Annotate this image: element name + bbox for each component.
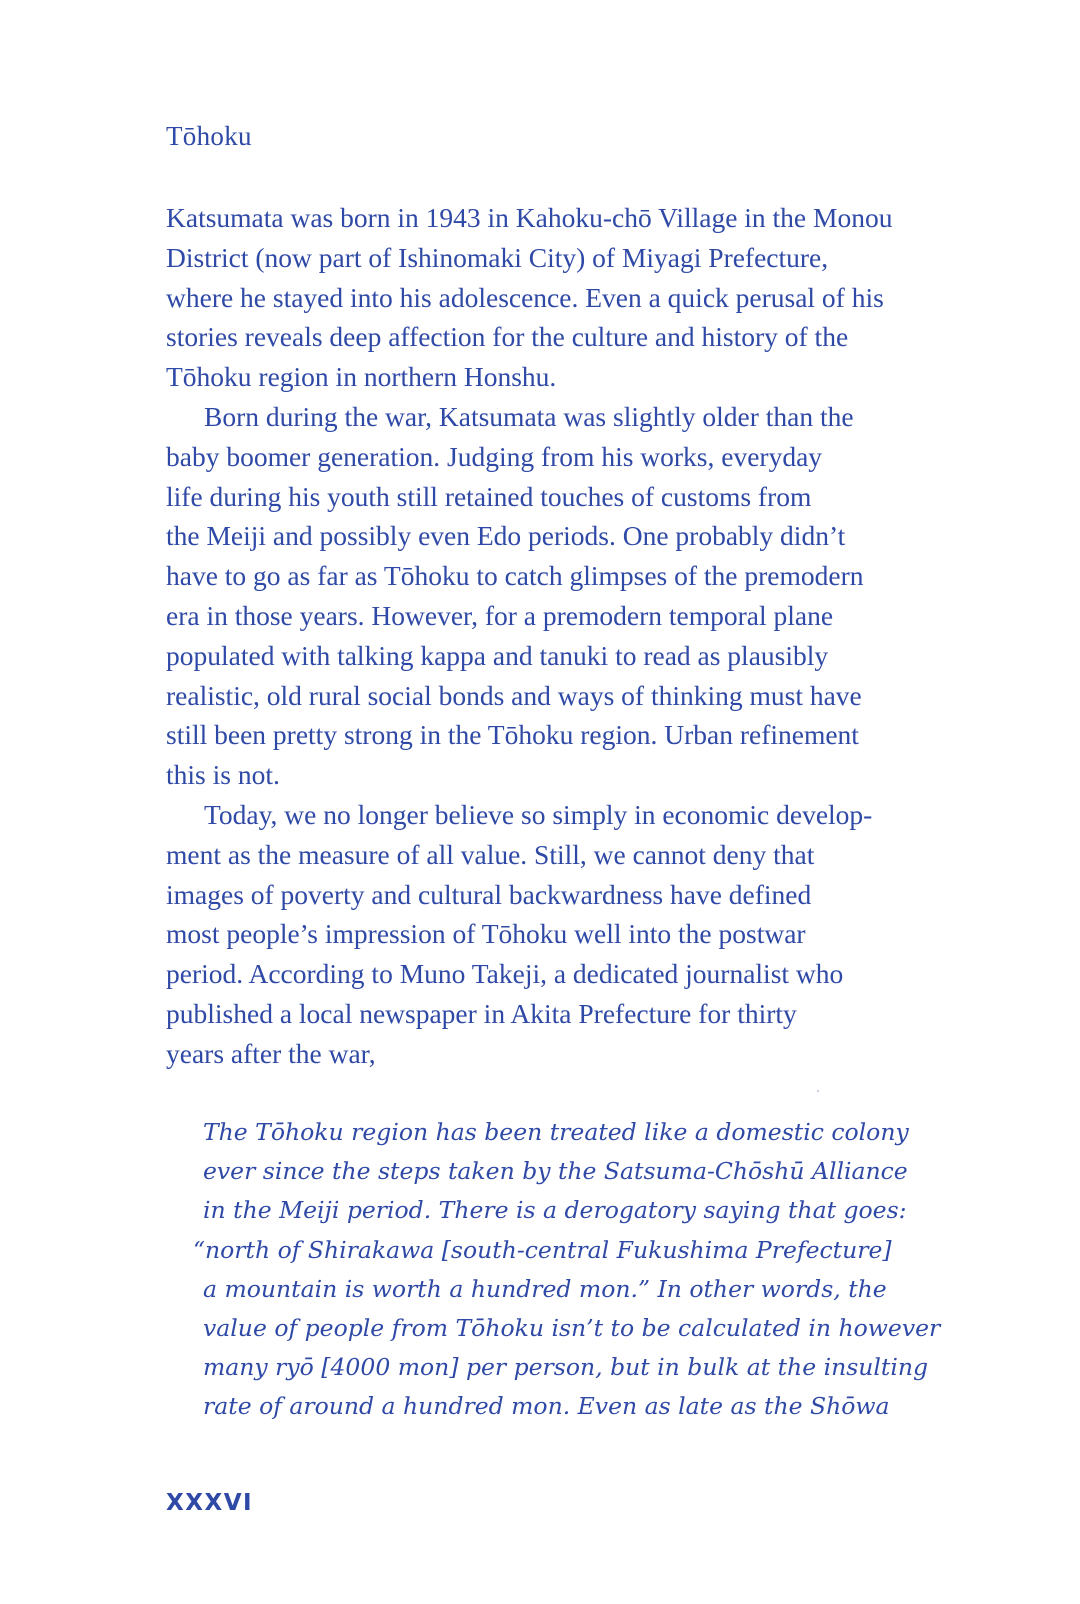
body-line: published a local newspaper in Akita Prefecture for thirty <box>166 997 797 1029</box>
body-line: realistic, old rural social bonds and ways of thinking must have <box>166 679 862 711</box>
body-line: the Meiji and possibly even Edo periods. One probably didn’t <box>166 520 846 552</box>
quote-line: “north of Shirakawa [south-central Fukushima Prefecture] <box>193 1235 892 1264</box>
body-line: life during his youth still retained touches of customs from <box>166 480 812 512</box>
paragraph-start-line: Today, we no longer believe so simply in economic develop- <box>204 798 873 830</box>
quote-line: value of people from Tōhoku isn’t to be calculated in however <box>203 1314 941 1343</box>
body-line: most people’s impression of Tōhoku well into the postwar <box>166 918 806 950</box>
quote-line: a mountain is worth a hundred mon.” In other words, the <box>203 1274 887 1303</box>
page-number: XXXVI <box>166 1490 254 1516</box>
body-line: Tōhoku region in northern Honshu. <box>166 361 557 393</box>
body-line: images of poverty and cultural backwardness have defined <box>166 878 812 910</box>
body-line: period. According to Muno Takeji, a dedicated journalist who <box>166 958 844 990</box>
body-line: District (now part of Ishinomaki City) of Miyagi Prefecture, <box>166 241 829 273</box>
quote-line: The Tōhoku region has been treated like a domestic colony <box>203 1118 909 1146</box>
running-head: Tōhoku <box>166 121 252 151</box>
quote-line: rate of around a hundred mon. Even as late as the Shōwa <box>203 1392 890 1421</box>
body-line: ment as the measure of all value. Still, we cannot deny that <box>166 838 815 870</box>
paper-speck <box>817 1090 819 1092</box>
body-line: populated with talking kappa and tanuki to read as plausibly <box>166 639 829 671</box>
body-line: have to go as far as Tōhoku to catch glimpses of the premodern <box>166 560 864 592</box>
body-line: baby boomer generation. Judging from his works, everyday <box>166 440 823 472</box>
body-line: years after the war, <box>166 1037 376 1069</box>
body-text <box>166 198 946 1074</box>
quote-line: many ryō [4000 mon] per person, but in bulk at the insulting <box>203 1353 929 1382</box>
body-line: era in those years. However, for a premodern temporal plane <box>166 599 834 631</box>
body-line: this is not. <box>166 759 280 791</box>
body-line: stories reveals deep affection for the culture and history of the <box>166 321 849 353</box>
quote-line: ever since the steps taken by the Satsuma-Chōshū Alliance <box>203 1157 908 1186</box>
body-line: where he stayed into his adolescence. Even a quick perusal of his <box>166 281 884 313</box>
block-quote <box>193 1113 941 1427</box>
paragraph-start-line: Born during the war, Katsumata was slightly older than the <box>204 400 854 432</box>
body-line: still been pretty strong in the Tōhoku region. Urban refinement <box>166 719 859 751</box>
body-line: Katsumata was born in 1943 in Kahoku-chō Village in the Monou <box>166 202 893 233</box>
quote-line: in the Meiji period. There is a derogatory saying that goes: <box>203 1196 907 1225</box>
